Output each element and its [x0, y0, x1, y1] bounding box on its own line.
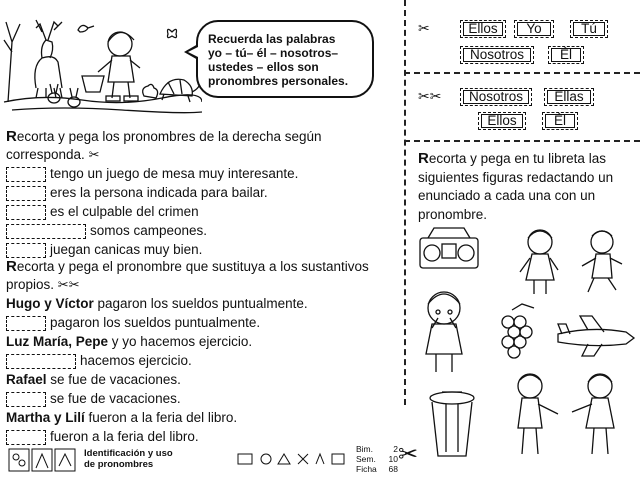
blank-box[interactable] [6, 243, 46, 258]
exercise2-answer: fueron a la feria del libro. [6, 427, 199, 446]
cutout-word[interactable]: Ellos [460, 20, 506, 38]
exercise1-item: es el culpable del crimen [6, 202, 199, 221]
two-people-icon: ✂✂ [57, 277, 80, 292]
kids-talking-figure [518, 374, 614, 454]
bubble-line: pronombres personales. [208, 74, 349, 88]
exercise1-instruction: Recorta y pega los pronombres de la derecha según corresponda. ✂ [6, 128, 322, 162]
blank-box[interactable] [6, 316, 46, 331]
bubble-line: yo – tú– él – nosotros– [208, 46, 339, 60]
cutout-word[interactable]: Él [548, 46, 584, 64]
blank-box[interactable] [6, 224, 86, 239]
boy-figure [582, 231, 622, 292]
exercise1-item: eres la persona indicada para bailar. [6, 183, 268, 202]
cutout-word[interactable]: Él [542, 112, 578, 130]
cutout-word[interactable]: Nosotros [460, 46, 534, 64]
blank-box[interactable] [6, 167, 46, 182]
exercise2-answer: se fue de vacaciones. [6, 389, 181, 408]
radio-icon [420, 228, 478, 268]
exercise1-item: juegan canicas muy bien. [6, 240, 202, 259]
cutout-word[interactable]: Yo [514, 20, 554, 38]
lesson-metadata: Bim. 2 Sem. 10 Ficha 68 [356, 444, 398, 474]
exercise2-answer: hacemos ejercicio. [6, 351, 192, 370]
animals-illustration [2, 2, 202, 120]
footer-title: Identificación y uso de pronombres [84, 448, 173, 470]
exercise2-answer: pagaron los sueldos puntualmente. [6, 313, 260, 332]
grapes-icon [502, 304, 534, 358]
reminder-speech-bubble [196, 20, 374, 98]
cutout-word[interactable]: Nosotros [460, 88, 532, 106]
blank-box[interactable] [6, 205, 46, 220]
single-person-icon: ✂ [88, 147, 100, 162]
exercise1-item: tengo un juego de mesa muy interesante. [6, 164, 298, 183]
blank-box[interactable] [6, 392, 46, 407]
blank-box[interactable] [6, 354, 76, 369]
single-person-icon: ✂ [418, 20, 430, 36]
bubble-line: ustedes – ellos son [208, 60, 319, 74]
girl-crying-figure [426, 292, 462, 372]
cut-line-vertical [404, 0, 406, 405]
cutout-word[interactable]: Tú [570, 20, 608, 38]
exercise2-sentence: Martha y Lilí fueron a la feria del libro. [6, 410, 238, 425]
exercise2-instruction: Recorta y pega el pronombre que sustituya a los sustantivos propios. ✂✂ [6, 258, 369, 292]
exercise1-item: somos campeones. [6, 221, 207, 240]
trash-can-icon [430, 392, 474, 456]
cut-line-horizontal [404, 72, 640, 74]
exercise2-sentence: Luz María, Pepe y yo hacemos ejercicio. [6, 334, 253, 349]
exercise2-sentence: Hugo y Víctor pagaron los sueldos puntualmente. [6, 296, 308, 311]
figures-illustration [412, 224, 640, 466]
blank-box[interactable] [6, 186, 46, 201]
exercise2-sentence: Rafael se fue de vacaciones. [6, 372, 181, 387]
two-people-icon: ✂✂ [418, 88, 442, 104]
girl-figure [520, 230, 558, 294]
cut-line-horizontal [404, 140, 640, 142]
exercise3-instruction: Recorta y pega en tu libreta las siguientes figuras redactando un enunciado a cada una con un pronombre. [418, 150, 614, 222]
blank-box[interactable] [6, 430, 46, 445]
cutout-word[interactable]: Ellas [544, 88, 594, 106]
activity-type-icons [8, 448, 78, 472]
bubble-line: Recuerda las palabras [208, 32, 336, 46]
airplane-icon [558, 316, 634, 356]
skills-icons [236, 450, 346, 468]
cutout-word[interactable]: Ellos [478, 112, 526, 130]
scissors-icon: ✂ [398, 441, 419, 468]
